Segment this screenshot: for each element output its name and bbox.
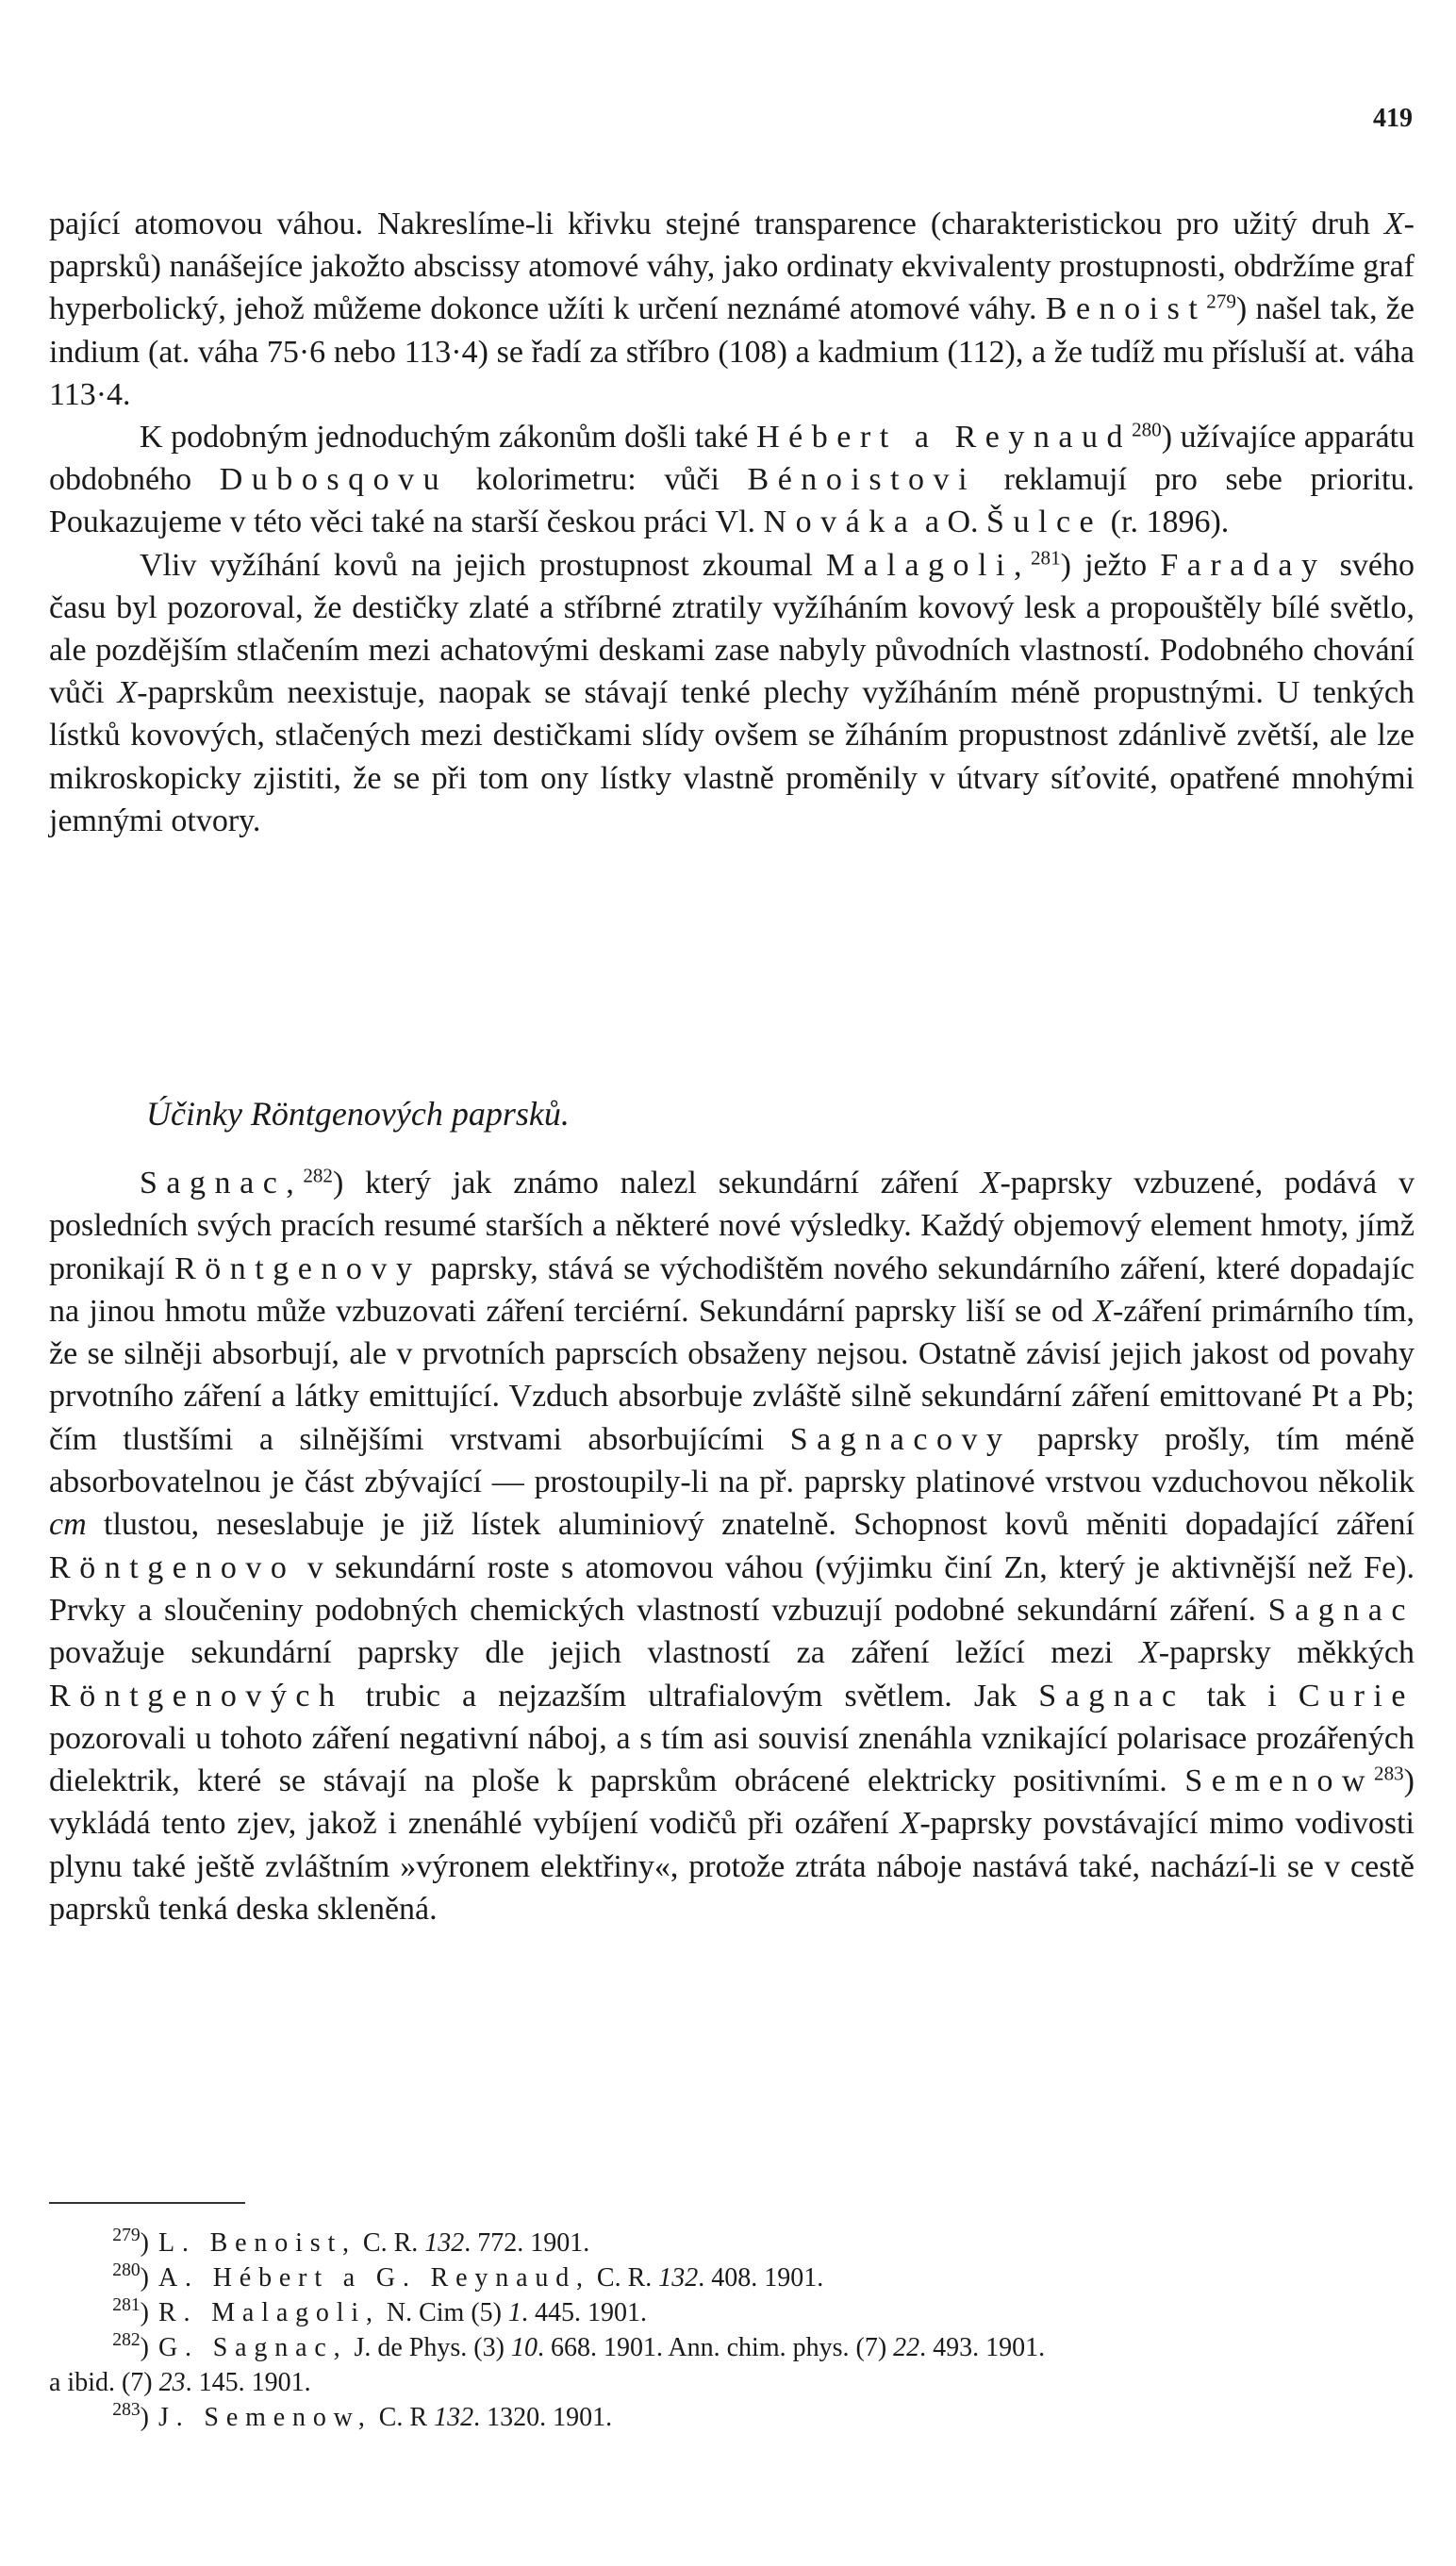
author-name: A. Hébert a G. Reynaud,: [158, 2263, 590, 2293]
author-name: Bénoistovi: [747, 462, 977, 498]
text: reklamují pro sebe prioritu. Poukazujeme v této věci také na starší českou práci Vl.: [49, 462, 1415, 540]
footnote-divider: [49, 2202, 245, 2204]
volume: 132: [658, 2263, 699, 2293]
author-name: Sagnac: [1267, 1592, 1415, 1628]
paragraph-2: [49, 416, 1415, 544]
text: pající atomovou váhou. Nakreslíme-li křivku stejné transparence (charakteristickou pro užitý druh: [49, 207, 1384, 241]
author-name: Benoist: [1045, 291, 1207, 327]
section-text: [49, 1162, 1415, 1930]
footnote-ref: 280: [112, 2260, 141, 2281]
footnote-283: [49, 2400, 1415, 2435]
footnote-ref: 281: [112, 2295, 141, 2316]
journal: C. R.: [356, 2228, 425, 2258]
text: svého času byl pozoroval, že destičky zlaté a stříbrné ztratily vyžíháním kovový lesk a propouštěly bílé světlo, ale pozdějším stlačením mezi achatovými deskami zase nabyly původních vlastností. Podobného chování vůči: [49, 547, 1415, 711]
footnote-ref: 283: [1374, 1762, 1404, 1785]
footnote-282: [49, 2330, 1415, 2365]
unit: cm: [49, 1507, 87, 1543]
text: paprsky, stává se východištěm nového sekundárního záření, které dopadajíc na jinou hmotu může vzbuzovati záření terciérní. Sekundární paprsky liší se od: [49, 1250, 1415, 1329]
footnote-280: [49, 2260, 1415, 2295]
text: -paprsky povstávající mimo vodivosti plynu také ještě zvláštním »výronem elektřiny«, protože ztráta náboje nastává také, nachází-li se v cestě paprsků tenká deska skleněná.: [49, 1806, 1415, 1928]
footnote-ref: 279: [112, 2226, 141, 2246]
footnote-ref: 282: [303, 1164, 333, 1187]
citation-rest: . 145. 1901.: [185, 2368, 311, 2397]
volume: 1: [507, 2298, 521, 2327]
author-name: Röntgenovo: [49, 1549, 296, 1585]
citation-rest: . 445. 1901.: [521, 2298, 647, 2327]
citation-rest: . 668. 1901. Ann. chim. phys. (7): [537, 2333, 894, 2362]
text: a O.: [917, 505, 987, 540]
author-name: Sagnac,: [140, 1166, 304, 1200]
x-symbol: X: [1139, 1635, 1159, 1671]
citation-rest: . 408. 1901.: [698, 2263, 824, 2293]
text: v sekundární roste s atomovou váhou (výjimku činí Zn, který je aktivnější než Fe). Prvky a sloučeniny podobných chemických vlastností vzbuzují podobné sekundární záření.: [49, 1549, 1415, 1628]
author-name: Nováka: [763, 505, 918, 540]
text: ) našel tak, že indium (at. váha 75·6 nebo 113·4) se řadí za stříbro (108) a kadmium (112), a že tudíž mu přísluší at. váha 113·4.: [49, 291, 1415, 412]
volume: 23: [158, 2368, 186, 2397]
text: považuje sekundární paprsky dle jejich vlastností za záření ležící mezi: [49, 1635, 1139, 1671]
text: tak i: [1184, 1678, 1299, 1713]
x-symbol: X: [117, 675, 138, 711]
text: -záření primárního tím, že se silněji absorbují, ale v prvotních paprscích obsaženy nejsou. Ostatně závisí jejich jakost od povahy prvotního záření a látky emittující. Vzduch absorbuje zvláště silně sekundární záření emittované Pt a Pb; čím tlustšími a silnějšími vrstvami absorbujícími: [49, 1293, 1415, 1457]
volume: 132: [434, 2403, 474, 2432]
text: ) vykládá tento zjev, jakož i znenáhlé vybíjení vodičů při ozáření: [49, 1763, 1415, 1842]
author-name: G. Sagnac,: [158, 2333, 348, 2362]
citation-rest: . 772. 1901.: [464, 2228, 590, 2258]
text: ) který jak známo nalezl sekundární záření: [332, 1166, 981, 1200]
author-name: Faraday: [1160, 547, 1327, 583]
text: ) užívajíce apparátu obdobného: [49, 420, 1415, 498]
footnote-ref: 282: [112, 2330, 141, 2351]
text: K podobným jednoduchým zákonům došli také: [140, 420, 757, 455]
footnote-number: $^{282}$): [112, 2330, 149, 2362]
x-symbol: X: [980, 1166, 1001, 1200]
paragraph-1: [49, 203, 1415, 416]
author-name: Malagoli,: [826, 547, 1031, 583]
footnote-ref: 280: [1132, 418, 1162, 441]
author-name: Šulce: [986, 505, 1103, 540]
x-symbol: X: [1093, 1293, 1113, 1329]
footnote-number: $^{281}$): [112, 2295, 149, 2327]
volume: 22: [893, 2333, 920, 2362]
text: pozorovali u tohoto záření negativní náboj, a s tím asi souvisí znenáhla vznikající polarisace prozářených dielektrik, které se stávají na ploše k paprskům obrácené elektricky positivními.: [49, 1720, 1415, 1799]
footnote-282-continuation: [49, 2365, 1415, 2400]
footnote-281: [49, 2295, 1415, 2330]
text: -paprskům neexistuje, naopak se stávají tenké plechy vyžíháním méně propustnými. U tenkých lístků kovových, stlačených mezi destičkami slídy ovšem se žíháním propustnost zdánlivě zvětší, ale lze mikroskopicky zjistiti, že se při tom ony lístky vlastně proměnily v útvary síťovité, opatřené mnohými jemnými otvory.: [49, 675, 1415, 838]
author-name: L. Benoist,: [158, 2228, 356, 2258]
journal: J. de Phys. (3): [347, 2333, 511, 2362]
author-name: Semenow: [1184, 1763, 1375, 1799]
text: -paprsky vzbuzené, podává v posledních svých pracích resumé starších a některé nové výsledky. Každý objemový element hmoty, jímž pronikají: [49, 1166, 1415, 1286]
page-number: 419: [1373, 104, 1413, 133]
journal: N. Cim (5): [379, 2298, 508, 2327]
text: -paprsků) nanášejíce jakožto abscissy atomové váhy, jako ordinaty ekvivalenty prostupnosti, obdržíme graf hyperbolický, jehož můžeme dokonce užíti k určení neznámé atomové váhy.: [49, 207, 1415, 327]
citation-prefix: a ibid. (7): [49, 2368, 159, 2397]
text: paprsky prošly, tím méně absorbovatelnou je část zbývající — prostoupily-li na př. paprsky platinové vrstvou vzduchovou několik: [49, 1421, 1415, 1500]
text: trubic a nejzazším ultrafialovým světlem. Jak: [343, 1678, 1039, 1713]
footnote-number: $^{279}$): [112, 2226, 149, 2258]
text: tlustou, neseslabuje je již lístek aluminiový znatelně. Schopnost kovů měniti dopadající záření: [86, 1507, 1415, 1543]
author-name: Hébert a Reynaud: [756, 420, 1133, 455]
text: Vliv vyžíhání kovů na jejich prostupnost zkoumal: [140, 547, 827, 583]
footnote-ref: 283: [112, 2400, 141, 2421]
footnote-ref: 281: [1030, 546, 1061, 570]
citation-rest: . 1320. 1901.: [473, 2403, 613, 2432]
x-symbol: X: [900, 1806, 920, 1842]
text: (r. 1896).: [1102, 505, 1230, 540]
x-symbol: X: [1383, 207, 1404, 241]
text: kolorimetru: vůči: [448, 462, 748, 498]
author-name: J. Semenow,: [158, 2403, 372, 2432]
body-text: [49, 203, 1415, 842]
volume: 10: [510, 2333, 538, 2362]
footnote-number: $^{283}$): [112, 2400, 149, 2432]
author-name: Dubosqovu: [219, 462, 449, 498]
author-name: Sagnacovy: [789, 1421, 1012, 1457]
author-name: Sagnac: [1038, 1678, 1185, 1713]
footnote-279: [49, 2226, 1415, 2260]
footnote-number: $^{280}$): [112, 2260, 149, 2293]
author-name: Curie: [1298, 1678, 1415, 1713]
journal: C. R.: [589, 2263, 659, 2293]
author-name: R. Malagoli,: [158, 2298, 380, 2327]
citation-rest: . 493. 1901.: [919, 2333, 1046, 2362]
text: ) ježto: [1060, 547, 1161, 583]
volume: 132: [424, 2228, 465, 2258]
journal: C. R: [372, 2403, 435, 2432]
footnotes: [49, 2226, 1415, 2435]
footnote-ref: 279: [1206, 290, 1236, 313]
section-heading: Účinky Röntgenových paprsků.: [146, 1095, 570, 1133]
author-name: Röntgenovy: [174, 1250, 422, 1286]
text: -paprsky měkkých: [1158, 1635, 1415, 1671]
paragraph-3: [49, 544, 1415, 842]
paragraph-4: [49, 1162, 1415, 1930]
author-name: Röntgenových: [49, 1678, 344, 1713]
